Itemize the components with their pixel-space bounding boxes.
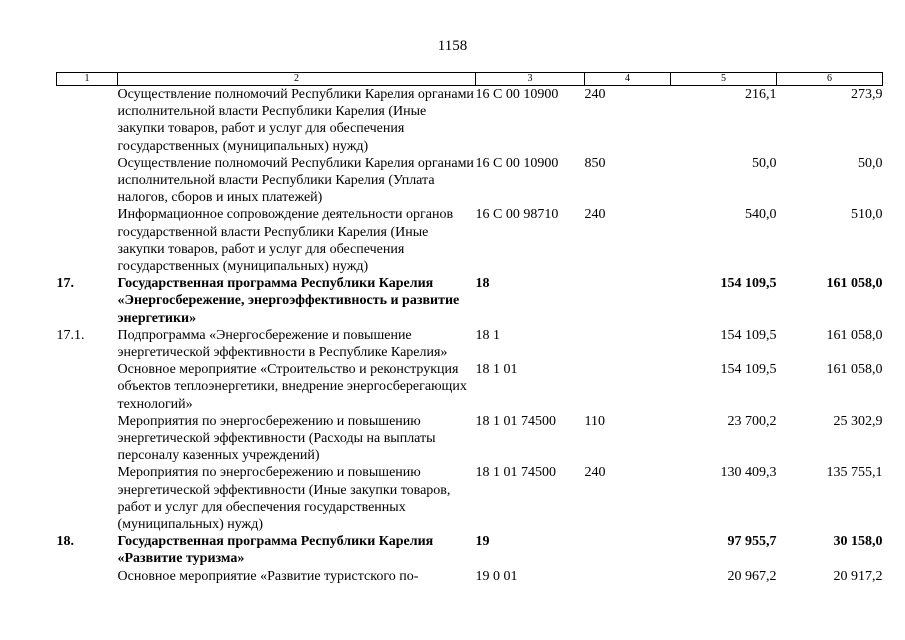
row-kind: 110 [584, 413, 605, 429]
row-name: Государственная программа Республики Карелия «Развитие туризма» [117, 534, 434, 567]
header-col-2: 2 [118, 73, 476, 86]
row-number [57, 413, 118, 465]
row-name: Информационное сопровождение деятельности органов государственной власти Республики Карелия (Иные закупки товаров, работ и услуг для обеспечения государственных (муниципальных) нужд) [117, 207, 454, 275]
column-number-header [57, 73, 883, 86]
row-amount-2: 161 058,0 [826, 327, 883, 343]
table-row [57, 413, 883, 465]
row-number [57, 464, 118, 533]
row-number [57, 568, 118, 585]
row-amount-2: 161 058,0 [826, 362, 883, 378]
row-code: 16 С 00 10900 [475, 87, 559, 102]
row-amount-2: 161 058,0 [826, 276, 883, 292]
row-amount-2: 50,0 [858, 155, 883, 171]
row-kind: 240 [584, 465, 606, 481]
row-name: Основное мероприятие «Развитие туристского по- [117, 568, 419, 584]
row-name: Мероприятия по энергосбережению и повышению энергетической эффективности (Расходы на выплаты персоналу казенных учреждений) [117, 413, 436, 464]
budget-table-container [56, 72, 882, 585]
row-kind [585, 275, 671, 327]
row-name: Осуществление полномочий Республики Карелия органами исполнительной власти Республики Карелия (Уплата налогов, сборов и иных платежей) [117, 155, 474, 206]
row-code: 18 1 01 74500 [475, 465, 556, 481]
row-amount-2: 135 755,1 [826, 465, 883, 481]
row-code: 18 1 01 [475, 362, 518, 378]
header-col-4: 4 [585, 73, 671, 86]
row-kind: 240 [584, 207, 606, 223]
row-kind [585, 533, 671, 567]
row-number: 17.1. [56, 327, 85, 343]
row-amount-1: 216,1 [745, 87, 777, 102]
row-number: 17. [56, 276, 74, 292]
row-number [57, 155, 118, 207]
row-amount-1: 23 700,2 [727, 413, 777, 429]
budget-table [56, 72, 883, 585]
row-code: 16 С 00 10900 [475, 155, 559, 171]
row-name: Подпрограмма «Энергосбережение и повышение энергетической эффективности в Республике Карелия» [117, 327, 448, 361]
row-number [57, 206, 118, 275]
row-amount-1: 540,0 [745, 207, 777, 223]
table-row [57, 464, 883, 533]
table-row [57, 206, 883, 275]
row-code: 19 [475, 534, 490, 550]
row-amount-1: 130 409,3 [720, 465, 777, 481]
row-name: Основное мероприятие «Строительство и реконструкция объектов теплоэнергетики, внедрение энергосберегающих технологий» [117, 362, 467, 412]
row-code: 16 С 00 98710 [475, 207, 559, 223]
row-kind: 240 [584, 87, 606, 102]
header-col-5: 5 [671, 73, 777, 86]
page-number: 1158 [437, 38, 468, 54]
row-amount-2: 20 917,2 [833, 568, 883, 584]
row-name: Осуществление полномочий Республики Карелия органами исполнительной власти Республики Карелия (Иные закупки товаров, работ и услуг для обеспечения государственных (муниципальных) нужд) [117, 87, 474, 154]
table-row-program [57, 533, 883, 567]
header-col-3: 3 [476, 73, 585, 86]
table-row [57, 361, 883, 413]
row-amount-2: 25 302,9 [833, 413, 883, 429]
row-kind: 850 [584, 155, 606, 171]
table-row [57, 327, 883, 361]
row-number [57, 361, 118, 413]
row-kind [585, 361, 671, 413]
row-name: Государственная программа Республики Карелия «Энергосбережение, энергоэффективность и развитие энергетики» [117, 276, 460, 326]
row-code: 19 0 01 [475, 568, 518, 584]
row-name: Мероприятия по энергосбережению и повышению энергетической эффективности (Иные закупки товаров, работ и услуг для обеспечения государственных (муниципальных) нужд) [117, 465, 451, 533]
row-amount-1: 154 109,5 [720, 362, 777, 378]
row-kind [585, 568, 671, 585]
header-col-6: 6 [777, 73, 883, 86]
row-amount-1: 50,0 [752, 155, 777, 171]
row-amount-2: 510,0 [851, 207, 883, 223]
table-row [57, 155, 883, 207]
row-amount-1: 154 109,5 [720, 276, 777, 292]
row-amount-2: 30 158,0 [833, 534, 883, 550]
row-amount-1: 20 967,2 [727, 568, 777, 584]
row-code: 18 1 [475, 327, 500, 343]
row-code: 18 [475, 276, 490, 292]
row-amount-1: 97 955,7 [727, 534, 777, 550]
table-row-program [57, 275, 883, 327]
header-col-1: 1 [57, 73, 118, 86]
row-code: 18 1 01 74500 [475, 413, 556, 429]
table-row [57, 568, 883, 585]
row-amount-1: 154 109,5 [720, 327, 777, 343]
row-number [57, 86, 118, 155]
row-amount-2: 273,9 [851, 87, 883, 102]
row-number: 18. [56, 534, 74, 550]
table-row [57, 86, 883, 155]
row-kind [585, 327, 671, 361]
